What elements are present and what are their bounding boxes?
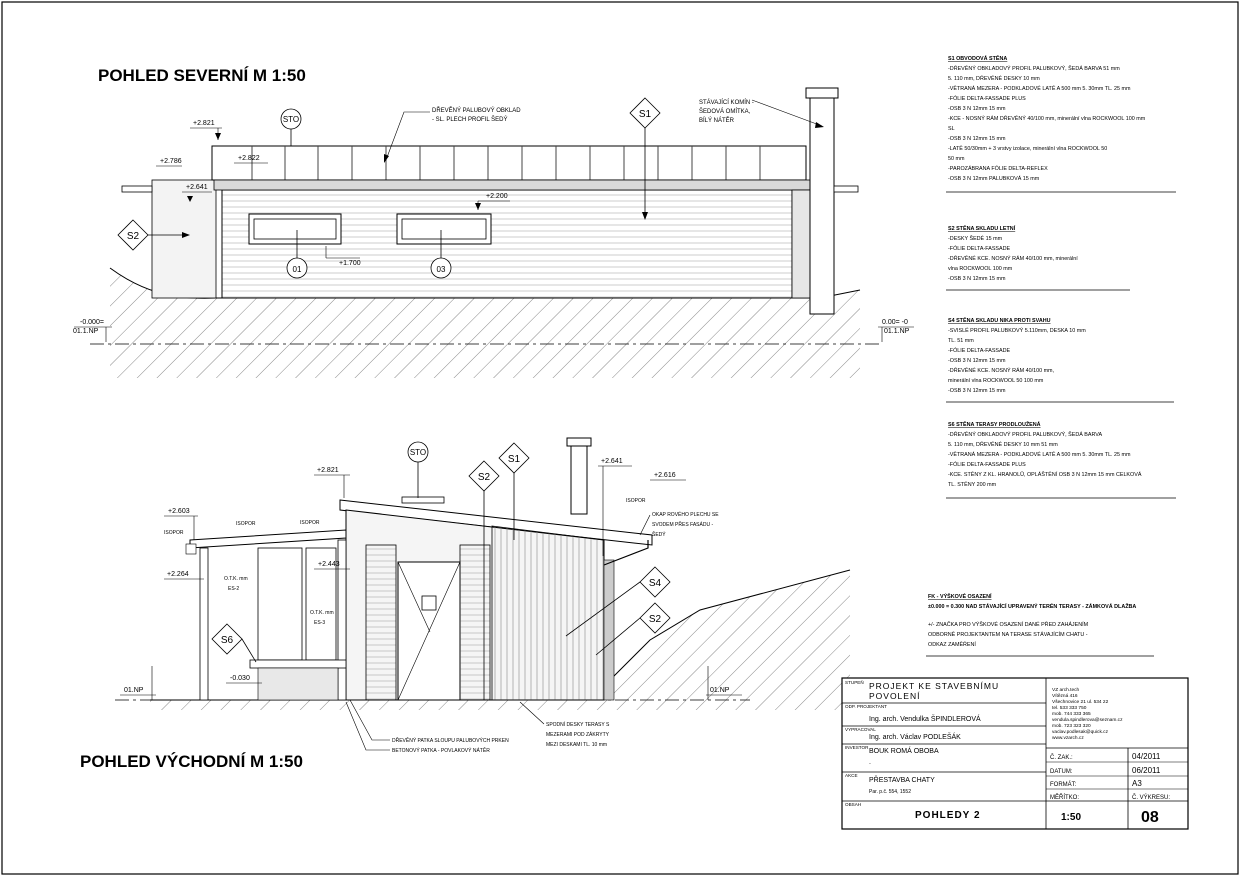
legend-s2-line: -DESKY ŠEDÉ 15 mm [948, 236, 1003, 242]
legend-s4-line: -SVISLÉ PROFIL PALUBKOVÝ 5.110mm, DESKA 10 mm [948, 328, 1086, 334]
north-lvl-0-right: 0.00= -0 [882, 319, 908, 326]
tb-action: PŘESTAVBA CHATY [869, 777, 935, 784]
legend-s6-heading: S6 STĚNA TERASY PRODLOUŽENÁ [948, 422, 1041, 428]
north-lvl-2200: +2.200 [486, 193, 508, 200]
east-tag-s6-label: S6 [220, 635, 234, 646]
east-np-right: 01.NP [710, 687, 730, 694]
east-note-gutter-1: OKAP ROVÉHO PLECHU SE [652, 512, 719, 518]
legend-s4-line: -FÓLIE DELTA-FASSADE [948, 348, 1011, 354]
tb-row5-tag: AKCE [845, 773, 858, 778]
legend-s1-line: -VĚTRANÁ MEZERA - PODKLADOVÉ LATĚ A 500 mm 5. 30mm TL. 25 mm [948, 86, 1131, 92]
legend-s6-line: -DŘEVĚNÝ OBKLADOVÝ PROFIL PALUBKOVÝ, ŠEDÁ BARVA [948, 432, 1103, 438]
east-title: POHLED VÝCHODNÍ M 1:50 [80, 752, 303, 771]
legend-s4-line: minerální vlna ROCKWOOL 50 100 mm [948, 378, 1044, 384]
tb-architect: Ing. arch. Vendulka ŠPINDLEROVÁ [869, 716, 981, 723]
north-tag-s2-label: S2 [126, 231, 140, 242]
east-lvl-2641: +2.641 [601, 458, 623, 465]
legend-s1-line: -OSB 3 N 12mm PALUBKOVÁ 15 mm [948, 176, 1040, 182]
tb-row3-tag: VYPRACOVAL [845, 727, 876, 732]
east-note-steps-2: MEZERAMI POD ZÁKRYTY [546, 732, 609, 738]
tb-row4-tag: INVESTOR [845, 745, 869, 750]
north-right-end [792, 190, 810, 298]
north-note-roof-2: - SL. PLECH PROFIL ŠEDÝ [432, 117, 508, 123]
north-roof-edge [214, 180, 810, 190]
east-note-base-2: BETONOVÝ PATKA - POVLAKOVÝ NÁTĚR [392, 748, 490, 754]
north-annex [152, 180, 216, 298]
east-small-4: ISOPOR [626, 498, 646, 504]
north-gutter-right [834, 186, 858, 192]
legend-s2-line: -DŘEVĚNÉ KCE. NOSNÝ RÁM 40/100 mm, minerální [948, 256, 1078, 262]
east-small-3: ISOPOR [300, 520, 320, 526]
north-np-left: 01.1.NP [73, 328, 99, 335]
tb-label-scale: MĚŘÍTKO: [1050, 795, 1080, 801]
east-bench [250, 660, 346, 668]
tb-firm-line: tel. 533 333 750 [1052, 706, 1087, 711]
north-elevation [73, 66, 914, 378]
north-window-1 [249, 214, 341, 244]
north-np-right: 01.1.NP [884, 328, 910, 335]
legend-fk-heading: FK - VÝŠKOVÉ OSAZENÍ [928, 594, 992, 600]
east-note-steps-1: SPODNÍ DESKY TERASY S [546, 722, 610, 728]
east-tag-s2b-label: S2 [648, 614, 662, 625]
legend [926, 54, 1176, 656]
east-post-left [200, 548, 208, 700]
legend-s1-line: 5. 110 mm, DŘEVĚNÉ DESKY 10 mm [948, 76, 1040, 82]
legend-s1-heading: S1 OBVODOVÁ STĚNA [948, 56, 1008, 62]
tb-scale: 1:50 [1061, 812, 1082, 823]
north-lvl-2821: +2.821 [193, 120, 215, 127]
legend-s2-heading: S2 STĚNA SKLADU LETNÍ [948, 226, 1016, 232]
east-small-2: ISOPOR [236, 521, 256, 527]
tb-investor-2: . [869, 759, 871, 766]
north-note-chimney-1: STÁVAJÍCÍ KOMÍN - [699, 100, 754, 106]
legend-s4-line: -OSB 3 N 12mm 15 mm [948, 388, 1006, 394]
east-win-note-1: O.T.K. mm [224, 576, 248, 582]
legend-s1-line: SL [948, 126, 955, 132]
tb-content: POHLEDY 2 [915, 810, 981, 821]
north-lvl-2822: +2.822 [238, 155, 260, 162]
east-win-note-2: ES-2 [228, 586, 240, 592]
tb-parcel: Par. p.č. 554, 1552 [869, 789, 911, 795]
east-win-note-3: O.T.K. mm [310, 610, 334, 616]
legend-s1-line: -LATĚ 50/30mm + 3 vrstvy izolace, minerální vlna ROCKWOOL 50 [948, 146, 1108, 152]
tb-firm-line: www.vzarch.cz [1052, 736, 1084, 741]
east-canopy [190, 530, 346, 548]
tb-label-format: FORMÁT: [1050, 782, 1077, 788]
legend-s1-line: -DŘEVĚNÝ OBKLADOVÝ PROFIL PALUBKOVÝ, ŠEDÁ BARVA 51 mm [948, 66, 1120, 72]
tb-value-format: A3 [1132, 779, 1142, 788]
north-title: POHLED SEVERNÍ M 1:50 [98, 66, 306, 85]
tb-firm-line: vendula.spindlerova@seznam.cz [1052, 718, 1123, 723]
tb-label-date: DATUM: [1050, 769, 1073, 775]
legend-block-fk [926, 592, 1154, 656]
north-gutter-left [122, 186, 152, 192]
legend-s1-line: -FÓLIE DELTA-FASSADE PLUS [948, 96, 1026, 102]
east-lvl-0: -0.030 [230, 675, 250, 682]
east-lvl-2616: +2.616 [654, 472, 676, 479]
tb-investor: BOUK ROMÁ OBOBA [869, 748, 939, 755]
east-lvl-2603: +2.603 [168, 508, 190, 515]
legend-s4-line: -OSB 3 N 12mm 15 mm [948, 358, 1006, 364]
north-lvl-1700: +1.700 [339, 260, 361, 267]
north-note-roof-1: DŘEVĚNÝ PALUBOVÝ OBKLAD [432, 108, 521, 114]
legend-s1-line: -KCE - NOSNÝ RÁM DŘEVĚNÝ 40/100 mm, minerální vlna ROCKWOOL 100 mm [948, 116, 1146, 122]
tb-row1-tag: STUPEŇ [845, 680, 864, 685]
legend-s4-line: -DŘEVĚNÉ KCE. NOSNÝ RÁM 40/100 mm, [948, 368, 1055, 374]
east-tag-s4-label: S4 [648, 578, 662, 589]
legend-block-s2 [946, 224, 1130, 290]
north-window-2 [397, 214, 491, 244]
legend-s4-heading: S4 STĚNA SKLADU NIKA PROTI SVAHU [948, 318, 1051, 324]
east-small-1: ISOPOR [164, 530, 184, 536]
north-roof-rail [212, 146, 806, 180]
legend-s6-line: -FÓLIE DELTA-FASSADE PLUS [948, 462, 1026, 468]
north-note-chimney-2: ŠEDOVÁ OMÍTKA, [699, 109, 751, 115]
legend-fk-line: +/- ZNAČKA PRO VÝŠKOVÉ OSAZENÍ DANÉ PŘED ZAHÁJENÍM [928, 622, 1089, 628]
tb-firm-line: VZ arch.tech [1052, 688, 1080, 693]
legend-s1-line: -OSB 3 N 12mm 15 mm [948, 136, 1006, 142]
legend-s6-line: TL. STĚNY 200 mm [948, 482, 997, 488]
legend-s6-line: -KCE. STĚNY Z KL. HRANOLŮ, OPLÁŠTĚNÍ OSB 3 N 12mm 15 mm CELKOVÁ [948, 472, 1142, 478]
north-tag-s1-label: S1 [638, 109, 652, 120]
north-lvl-0-left: -0.000= [80, 319, 104, 326]
legend-block-s6 [946, 420, 1176, 498]
tb-label-order: Č. ZAK.: [1050, 755, 1073, 761]
legend-fk-line: ODKAZ ZAMĚŘENÍ [928, 642, 976, 648]
tb-firm-line: Všechnovice 21 ul. 534 22 [1052, 700, 1109, 705]
north-tag-03-label: 03 [436, 265, 446, 274]
north-chimney [810, 96, 834, 314]
north-tag-sto-label: STO [282, 115, 300, 124]
legend-s1-line: -PAROZÁBRANA FÓLIE DELTA-REFLEX [948, 166, 1048, 172]
north-note-chimney-3: BÍLÝ NÁTĚR [699, 118, 735, 124]
east-lvl-2264: +2.264 [167, 571, 189, 578]
legend-block-s4 [946, 316, 1174, 402]
tb-project-2: POVOLENÍ [869, 691, 921, 701]
east-tag-s1-label: S1 [507, 454, 521, 465]
tb-firm-line: Vítězná 416 [1052, 694, 1078, 699]
tb-row6-tag: OBSAH [845, 802, 862, 807]
tb-label-sheet: Č. VÝKRESU: [1132, 795, 1171, 801]
east-note-steps-3: MEZI DESKAMI TL. 10 mm [546, 742, 608, 748]
north-lvl-2641: +2.641 [186, 184, 208, 191]
title-block [842, 678, 1188, 829]
tb-firm-line: mob. 744 333 365 [1052, 712, 1091, 717]
east-tag-sto-label: STO [409, 448, 427, 457]
north-lvl-2786: +2.786 [160, 158, 182, 165]
east-np-left: 01.NP [124, 687, 144, 694]
legend-s2-line: vlna ROCKWOOL 100 mm [948, 266, 1013, 272]
east-note-base-1: DŘEVĚNÝ PATKA SLOUPU PALUBOVÝCH PRKEN [392, 738, 509, 744]
east-lvl-2443: +2.443 [318, 561, 340, 568]
tb-sheet-no: 08 [1141, 809, 1159, 826]
east-right-cladding [492, 526, 604, 700]
legend-fk-line: ±0.000 = 0.300 NAD STÁVAJÍCÍ UPRAVENÝ TERÉN TERASY - ZÁMKOVÁ DLAŽBA [928, 604, 1137, 610]
east-note-gutter-3: ŠEDÝ [652, 532, 666, 538]
east-tag-s2-label: S2 [477, 472, 491, 483]
legend-s4-line: TL. 51 mm [948, 338, 974, 344]
east-elevation [80, 438, 850, 771]
tb-value-order: 04/2011 [1132, 752, 1161, 761]
east-terrace-window-1 [258, 548, 302, 660]
east-note-gutter-2: SVODEM PŘES FASÁDU - [652, 522, 714, 528]
tb-value-date: 06/2011 [1132, 766, 1161, 775]
tb-project-1: PROJEKT KE STAVEBNÍMU [869, 681, 1000, 691]
legend-s1-line: -OSB 3 N 12mm 15 mm [948, 106, 1006, 112]
tb-firm-line: mob. 723 323 320 [1052, 724, 1091, 729]
legend-s6-line: 5. 110 mm, DŘEVĚNÉ DESKY 10 mm 51 mm [948, 442, 1058, 448]
east-lvl-2821: +2.821 [317, 467, 339, 474]
legend-block-s1 [946, 54, 1176, 192]
tb-drafted-by: Ing. arch. Václav PODLEŠÁK [869, 734, 961, 741]
north-tag-01-label: 01 [292, 265, 302, 274]
legend-s1-line: 50 mm [948, 156, 965, 162]
east-chimney [571, 446, 587, 514]
east-win-note-4: ES-3 [314, 620, 326, 626]
legend-s6-line: -VĚTRANÁ MEZERA - PODKLADOVÉ LATĚ A 500 mm 5. 30mm TL. 25 mm [948, 452, 1131, 458]
legend-fk-line: ODBORNĚ PROJEKTANTEM NA TERASE STÁVAJÍCÍM CHATU - [928, 632, 1088, 638]
tb-firm-line: vaclav.podlesak@quick.cz [1052, 730, 1108, 735]
tb-row2-tag: ODP. PROJEKTANT [845, 704, 887, 709]
legend-s2-line: -OSB 3 N 12mm 15 mm [948, 276, 1006, 282]
legend-s2-line: -FÓLIE DELTA-FASSADE [948, 246, 1011, 252]
